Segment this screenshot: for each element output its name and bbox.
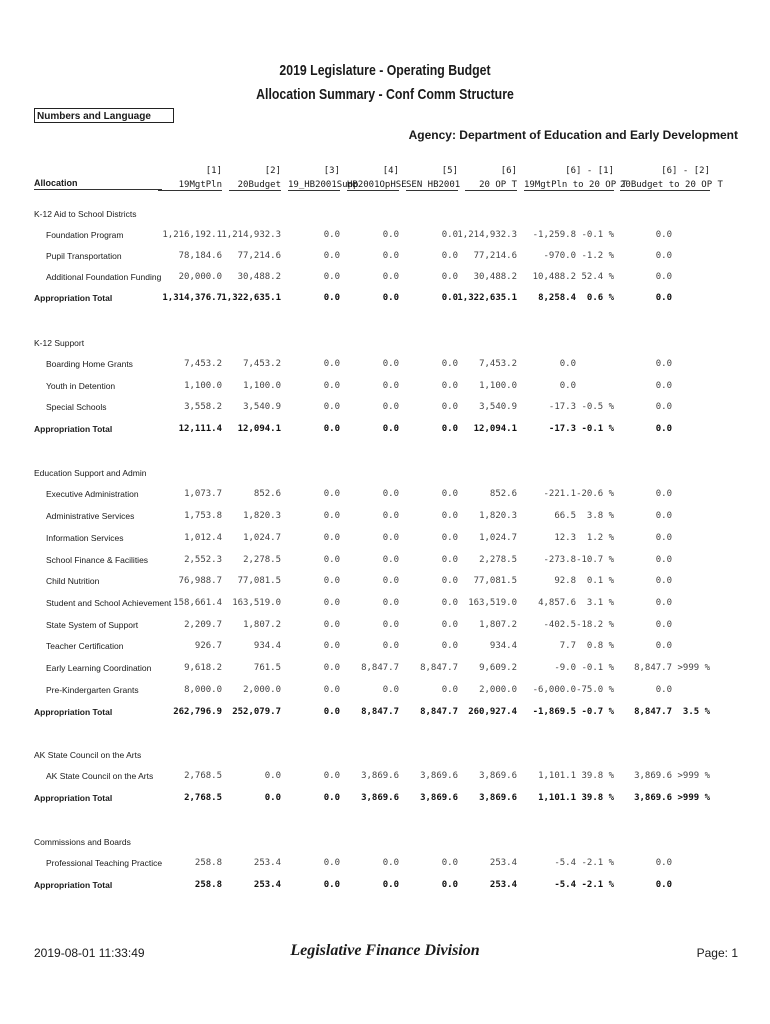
cell-col-5: 0.0 [441, 641, 458, 651]
cell-col-5: 8,847.7 [420, 663, 458, 673]
cell-col-8: 0.8 % [586, 641, 614, 651]
cell-col-8: 39.8 % [581, 771, 614, 781]
cell-col-6: 30,488.2 [473, 272, 517, 282]
allocation-label: Teacher Certification [46, 641, 124, 651]
cell-col-7: 1,101.1 [538, 793, 576, 803]
cell-col-1: 1,753.8 [184, 511, 222, 521]
col-name-6: 20 OP T [465, 180, 517, 191]
footer-division: Legislative Finance Division [290, 942, 480, 959]
allocation-label: Pupil Transportation [46, 251, 122, 261]
cell-col-5: 0.0 [441, 533, 458, 543]
cell-col-5: 0.0 [441, 511, 458, 521]
cell-col-8: -0.1 % [581, 663, 614, 673]
col-name-2: 20Budget [229, 180, 281, 191]
cell-col-5: 0.0 [441, 251, 458, 261]
section-header-row [0, 837, 770, 851]
cell-col-4: 8,847.7 [361, 663, 399, 673]
cell-col-2: 12,094.1 [237, 424, 281, 434]
table-row [0, 402, 770, 416]
cell-col-8: -20.6 % [576, 489, 614, 499]
cell-col-5: 3,869.6 [420, 793, 458, 803]
cell-col-6: 260,927.4 [468, 707, 517, 717]
allocation-label: Student and School Achievement [46, 598, 172, 608]
cell-col-6: 3,869.6 [479, 793, 517, 803]
allocation-label: Special Schools [46, 402, 107, 412]
cell-col-7: 7.7 [559, 641, 576, 651]
cell-col-7: 0.0 [559, 359, 576, 369]
cell-col-9: 0.0 [655, 511, 672, 521]
cell-col-2: 7,453.2 [243, 359, 281, 369]
cell-col-1: 262,796.9 [173, 707, 222, 717]
cell-col-8: -10.7 % [576, 555, 614, 565]
cell-col-2: 77,214.6 [237, 251, 281, 261]
cell-col-1: 2,768.5 [184, 771, 222, 781]
cell-col-7: 8,258.4 [538, 293, 576, 303]
section-label: Commissions and Boards [34, 837, 131, 847]
cell-col-5: 0.0 [441, 359, 458, 369]
total-label: Appropriation Total [34, 293, 113, 303]
cell-col-7: -6,000.0 [532, 685, 576, 695]
table-row [0, 533, 770, 547]
cell-col-6: 12,094.1 [473, 424, 517, 434]
table-row [0, 620, 770, 634]
cell-col-5: 0.0 [441, 402, 458, 412]
cell-col-8: 52.4 % [581, 272, 614, 282]
cell-col-5: 0.0 [441, 293, 458, 303]
cell-col-3: 0.0 [323, 533, 340, 543]
cell-col-1: 2,209.7 [184, 620, 222, 630]
cell-col-1: 1,100.0 [184, 381, 222, 391]
allocation-label: Additional Foundation Funding [46, 272, 162, 282]
cell-col-5: 0.0 [441, 272, 458, 282]
cell-col-3: 0.0 [323, 641, 340, 651]
cell-col-8: -0.7 % [581, 707, 614, 717]
col-name-7: 19MgtPln to 20 OP T [524, 180, 627, 190]
cell-col-1: 20,000.0 [178, 272, 222, 282]
table-row [0, 272, 770, 286]
cell-col-8: -18.2 % [576, 620, 614, 630]
cell-col-5: 0.0 [441, 381, 458, 391]
cell-col-4: 3,869.6 [361, 771, 399, 781]
cell-col-4: 0.0 [382, 359, 399, 369]
cell-col-6: 1,100.0 [479, 381, 517, 391]
allocation-label: Administrative Services [46, 511, 135, 521]
cell-col-8: -0.1 % [581, 230, 614, 240]
table-row [0, 685, 770, 699]
cell-col-5: 0.0 [441, 555, 458, 565]
allocation-column-header: Allocation [34, 178, 162, 190]
cell-col-6: 7,453.2 [479, 359, 517, 369]
section-label: K-12 Aid to School Districts [34, 209, 137, 219]
cell-col-5: 0.0 [441, 858, 458, 868]
col-num-2: [2] [264, 166, 281, 176]
allocation-label: Boarding Home Grants [46, 359, 133, 369]
cell-col-4: 0.0 [382, 230, 399, 240]
cell-col-8: -2.1 % [581, 880, 614, 890]
cell-col-8: -0.1 % [581, 424, 614, 434]
cell-col-1: 7,453.2 [184, 359, 222, 369]
cell-col-4: 8,847.7 [361, 707, 399, 717]
cell-col-1: 76,988.7 [178, 576, 222, 586]
cell-col-8: 3.8 % [586, 511, 614, 521]
cell-col-2: 1,807.2 [243, 620, 281, 630]
cell-col-6: 3,540.9 [479, 402, 517, 412]
cell-col-3: 0.0 [323, 576, 340, 586]
total-label: Appropriation Total [34, 424, 113, 434]
table-row [0, 555, 770, 569]
cell-col-2: 0.0 [264, 771, 281, 781]
cell-col-4: 0.0 [382, 272, 399, 282]
cell-col-9: 8,847.7 [634, 707, 672, 717]
cell-col-3: 0.0 [323, 858, 340, 868]
col-name-1: 19MgtPln [158, 180, 222, 191]
col-num-6: [6] [500, 166, 517, 176]
cell-col-5: 0.0 [441, 620, 458, 630]
cell-col-6: 77,214.6 [473, 251, 517, 261]
table-row [0, 641, 770, 655]
col-name-4: HB2001OpHSE [347, 180, 407, 190]
cell-col-3: 0.0 [323, 489, 340, 499]
cell-col-5: 0.0 [441, 598, 458, 608]
cell-col-1: 1,314,376.7 [162, 293, 222, 303]
table-row [0, 359, 770, 373]
cell-col-7: 12.3 [554, 533, 576, 543]
cell-col-6: 163,519.0 [468, 598, 517, 608]
cell-col-2: 30,488.2 [237, 272, 281, 282]
cell-col-4: 0.0 [382, 880, 399, 890]
cell-col-4: 0.0 [382, 620, 399, 630]
report-title: 2019 Legislature - Operating Budget [279, 62, 491, 79]
cell-col-2: 252,079.7 [232, 707, 281, 717]
cell-col-2: 1,322,635.1 [221, 293, 281, 303]
cell-col-9: 0.0 [655, 251, 672, 261]
cell-col-6: 2,000.0 [479, 685, 517, 695]
cell-col-4: 0.0 [382, 293, 399, 303]
cell-col-3: 0.0 [323, 663, 340, 673]
cell-col-4: 0.0 [382, 598, 399, 608]
table-row [0, 771, 770, 785]
cell-col-7: -17.3 [548, 402, 576, 412]
allocation-label: Early Learning Coordination [46, 663, 152, 673]
report-subtitle: Allocation Summary - Conf Comm Structure [256, 86, 514, 103]
allocation-label: Information Services [46, 533, 124, 543]
cell-col-5: 0.0 [441, 424, 458, 434]
cell-col-4: 0.0 [382, 489, 399, 499]
table-row [0, 489, 770, 503]
cell-col-2: 253.4 [253, 858, 281, 868]
cell-col-8: -75.0 % [576, 685, 614, 695]
col-num-3: [3] [323, 166, 340, 176]
cell-col-7: 1,101.1 [538, 771, 576, 781]
cell-col-6: 1,807.2 [479, 620, 517, 630]
cell-col-3: 0.0 [323, 272, 340, 282]
cell-col-2: 77,081.5 [237, 576, 281, 586]
cell-col-1: 158,661.4 [173, 598, 222, 608]
section-header-row [0, 209, 770, 223]
cell-col-1: 12,111.4 [178, 424, 222, 434]
allocation-label: Professional Teaching Practice [46, 858, 163, 868]
cell-col-9: 0.0 [655, 641, 672, 651]
cell-col-9: 0.0 [655, 685, 672, 695]
allocation-label: Pre-Kindergarten Grants [46, 685, 139, 695]
cell-col-10: >999 % [677, 663, 710, 673]
cell-col-2: 1,820.3 [243, 511, 281, 521]
cell-col-7: -970.0 [543, 251, 576, 261]
cell-col-1: 258.8 [194, 880, 222, 890]
cell-col-9: 3,869.6 [634, 793, 672, 803]
col-num-5: [5] [441, 166, 458, 176]
cell-col-1: 258.8 [194, 858, 222, 868]
cell-col-2: 0.0 [264, 793, 281, 803]
cell-col-4: 0.0 [382, 511, 399, 521]
cell-col-1: 2,552.3 [184, 555, 222, 565]
cell-col-6: 77,081.5 [473, 576, 517, 586]
cell-col-3: 0.0 [323, 598, 340, 608]
cell-col-10: >999 % [677, 793, 710, 803]
cell-col-9: 0.0 [655, 598, 672, 608]
cell-col-1: 8,000.0 [184, 685, 222, 695]
cell-col-6: 2,278.5 [479, 555, 517, 565]
col-name-5: SEN HB2001 [406, 180, 461, 190]
appropriation-total-row [0, 424, 770, 438]
cell-col-1: 926.7 [194, 641, 222, 651]
cell-col-6: 253.4 [489, 880, 517, 890]
table-row [0, 576, 770, 590]
allocation-label: Executive Administration [46, 489, 139, 499]
cell-col-9: 0.0 [655, 880, 672, 890]
cell-col-3: 0.0 [323, 293, 340, 303]
cell-col-1: 3,558.2 [184, 402, 222, 412]
cell-col-9: 0.0 [655, 576, 672, 586]
cell-col-9: 0.0 [655, 555, 672, 565]
cell-col-6: 1,214,932.3 [457, 230, 517, 240]
cell-col-4: 0.0 [382, 381, 399, 391]
cell-col-5: 3,869.6 [420, 771, 458, 781]
cell-col-9: 0.0 [655, 272, 672, 282]
cell-col-6: 1,820.3 [479, 511, 517, 521]
cell-col-6: 1,322,635.1 [457, 293, 517, 303]
table-row [0, 251, 770, 265]
cell-col-7: 66.5 [554, 511, 576, 521]
cell-col-7: 4,857.6 [538, 598, 576, 608]
cell-col-3: 0.0 [323, 793, 340, 803]
cell-col-5: 0.0 [441, 230, 458, 240]
cell-col-7: -402.5 [543, 620, 576, 630]
section-label: Education Support and Admin [34, 468, 147, 478]
col-name-3: 19_HB2001Supp [288, 180, 359, 190]
cell-col-3: 0.0 [323, 685, 340, 695]
cell-col-10: >999 % [677, 771, 710, 781]
cell-col-4: 0.0 [382, 641, 399, 651]
cell-col-9: 0.0 [655, 424, 672, 434]
cell-col-3: 0.0 [323, 424, 340, 434]
col-name-8: 20Budget to 20 OP T [620, 180, 723, 190]
footer-page-number: Page: 1 [696, 946, 738, 960]
cell-col-8: 39.8 % [581, 793, 614, 803]
allocation-label: School Finance & Facilities [46, 555, 149, 565]
cell-col-2: 2,000.0 [243, 685, 281, 695]
cell-col-2: 253.4 [253, 880, 281, 890]
allocation-label: Youth in Detention [46, 381, 116, 391]
table-row [0, 663, 770, 677]
cell-col-7: -17.3 [548, 424, 576, 434]
allocation-label: Child Nutrition [46, 576, 100, 586]
cell-col-2: 163,519.0 [232, 598, 281, 608]
col-num-7: [6] - [1] [565, 166, 614, 176]
cell-col-8: -1.2 % [581, 251, 614, 261]
structure-label-box: Numbers and Language [34, 108, 174, 123]
cell-col-9: 0.0 [655, 620, 672, 630]
total-label: Appropriation Total [34, 707, 113, 717]
cell-col-9: 0.0 [655, 359, 672, 369]
cell-col-6: 852.6 [489, 489, 517, 499]
section-label: K-12 Support [34, 338, 85, 348]
table-row [0, 511, 770, 525]
cell-col-5: 8,847.7 [420, 707, 458, 717]
cell-col-8: 0.6 % [586, 293, 614, 303]
col-num-8: [6] - [2] [661, 166, 710, 176]
footer-timestamp: 2019-08-01 11:33:49 [34, 946, 145, 960]
cell-col-7: -5.4 [554, 858, 576, 868]
section-header-row [0, 338, 770, 352]
cell-col-9: 3,869.6 [634, 771, 672, 781]
appropriation-total-row [0, 707, 770, 721]
section-header-row [0, 468, 770, 482]
cell-col-7: -221.1 [543, 489, 576, 499]
appropriation-total-row [0, 880, 770, 894]
allocation-label: Foundation Program [46, 230, 124, 240]
cell-col-1: 78,184.6 [178, 251, 222, 261]
cell-col-10: 3.5 % [682, 707, 710, 717]
cell-col-9: 0.0 [655, 402, 672, 412]
cell-col-7: 10,488.2 [532, 272, 576, 282]
allocation-label: AK State Council on the Arts [46, 771, 154, 781]
cell-col-4: 0.0 [382, 402, 399, 412]
cell-col-3: 0.0 [323, 251, 340, 261]
cell-col-4: 0.0 [382, 424, 399, 434]
total-label: Appropriation Total [34, 880, 113, 890]
cell-col-2: 934.4 [253, 641, 281, 651]
col-num-1: [1] [205, 166, 222, 176]
cell-col-7: 0.0 [559, 381, 576, 391]
cell-col-7: -1,259.8 [532, 230, 576, 240]
cell-col-9: 0.0 [655, 533, 672, 543]
table-row [0, 381, 770, 395]
cell-col-3: 0.0 [323, 511, 340, 521]
cell-col-3: 0.0 [323, 381, 340, 391]
table-row [0, 598, 770, 612]
cell-col-6: 253.4 [489, 858, 517, 868]
cell-col-1: 2,768.5 [184, 793, 222, 803]
cell-col-7: -9.0 [554, 663, 576, 673]
cell-col-5: 0.0 [441, 880, 458, 890]
cell-col-3: 0.0 [323, 555, 340, 565]
cell-col-6: 9,609.2 [479, 663, 517, 673]
cell-col-9: 0.0 [655, 293, 672, 303]
cell-col-6: 3,869.6 [479, 771, 517, 781]
cell-col-5: 0.0 [441, 489, 458, 499]
cell-col-3: 0.0 [323, 771, 340, 781]
cell-col-4: 0.0 [382, 576, 399, 586]
table-row [0, 230, 770, 244]
cell-col-3: 0.0 [323, 402, 340, 412]
col-num-4: [4] [382, 166, 399, 176]
cell-col-2: 2,278.5 [243, 555, 281, 565]
section-label: AK State Council on the Arts [34, 750, 142, 760]
cell-col-6: 934.4 [489, 641, 517, 651]
cell-col-8: -2.1 % [581, 858, 614, 868]
cell-col-8: 1.2 % [586, 533, 614, 543]
table-row [0, 858, 770, 872]
cell-col-4: 3,869.6 [361, 793, 399, 803]
cell-col-2: 1,024.7 [243, 533, 281, 543]
cell-col-8: 0.1 % [586, 576, 614, 586]
cell-col-3: 0.0 [323, 880, 340, 890]
cell-col-2: 1,214,932.3 [221, 230, 281, 240]
cell-col-1: 1,073.7 [184, 489, 222, 499]
cell-col-2: 3,540.9 [243, 402, 281, 412]
cell-col-7: 92.8 [554, 576, 576, 586]
cell-col-5: 0.0 [441, 685, 458, 695]
cell-col-3: 0.0 [323, 230, 340, 240]
cell-col-8: -0.5 % [581, 402, 614, 412]
cell-col-7: -5.4 [554, 880, 576, 890]
cell-col-5: 0.0 [441, 576, 458, 586]
total-label: Appropriation Total [34, 793, 113, 803]
cell-col-4: 0.0 [382, 555, 399, 565]
cell-col-4: 0.0 [382, 858, 399, 868]
appropriation-total-row [0, 293, 770, 307]
cell-col-9: 0.0 [655, 858, 672, 868]
cell-col-7: -1,869.5 [532, 707, 576, 717]
cell-col-9: 0.0 [655, 381, 672, 391]
allocation-label: State System of Support [46, 620, 139, 630]
cell-col-1: 1,216,192.1 [162, 230, 222, 240]
cell-col-3: 0.0 [323, 359, 340, 369]
cell-col-3: 0.0 [323, 620, 340, 630]
cell-col-2: 761.5 [253, 663, 281, 673]
cell-col-1: 1,012.4 [184, 533, 222, 543]
cell-col-9: 8,847.7 [634, 663, 672, 673]
cell-col-2: 852.6 [253, 489, 281, 499]
cell-col-4: 0.0 [382, 685, 399, 695]
agency-label: Agency: Department of Education and Early Development [408, 128, 738, 142]
cell-col-8: 3.1 % [586, 598, 614, 608]
cell-col-4: 0.0 [382, 251, 399, 261]
section-header-row [0, 750, 770, 764]
cell-col-9: 0.0 [655, 230, 672, 240]
cell-col-2: 1,100.0 [243, 381, 281, 391]
cell-col-1: 9,618.2 [184, 663, 222, 673]
cell-col-6: 1,024.7 [479, 533, 517, 543]
cell-col-7: -273.8 [543, 555, 576, 565]
cell-col-3: 0.0 [323, 707, 340, 717]
cell-col-4: 0.0 [382, 533, 399, 543]
cell-col-9: 0.0 [655, 489, 672, 499]
appropriation-total-row [0, 793, 770, 807]
